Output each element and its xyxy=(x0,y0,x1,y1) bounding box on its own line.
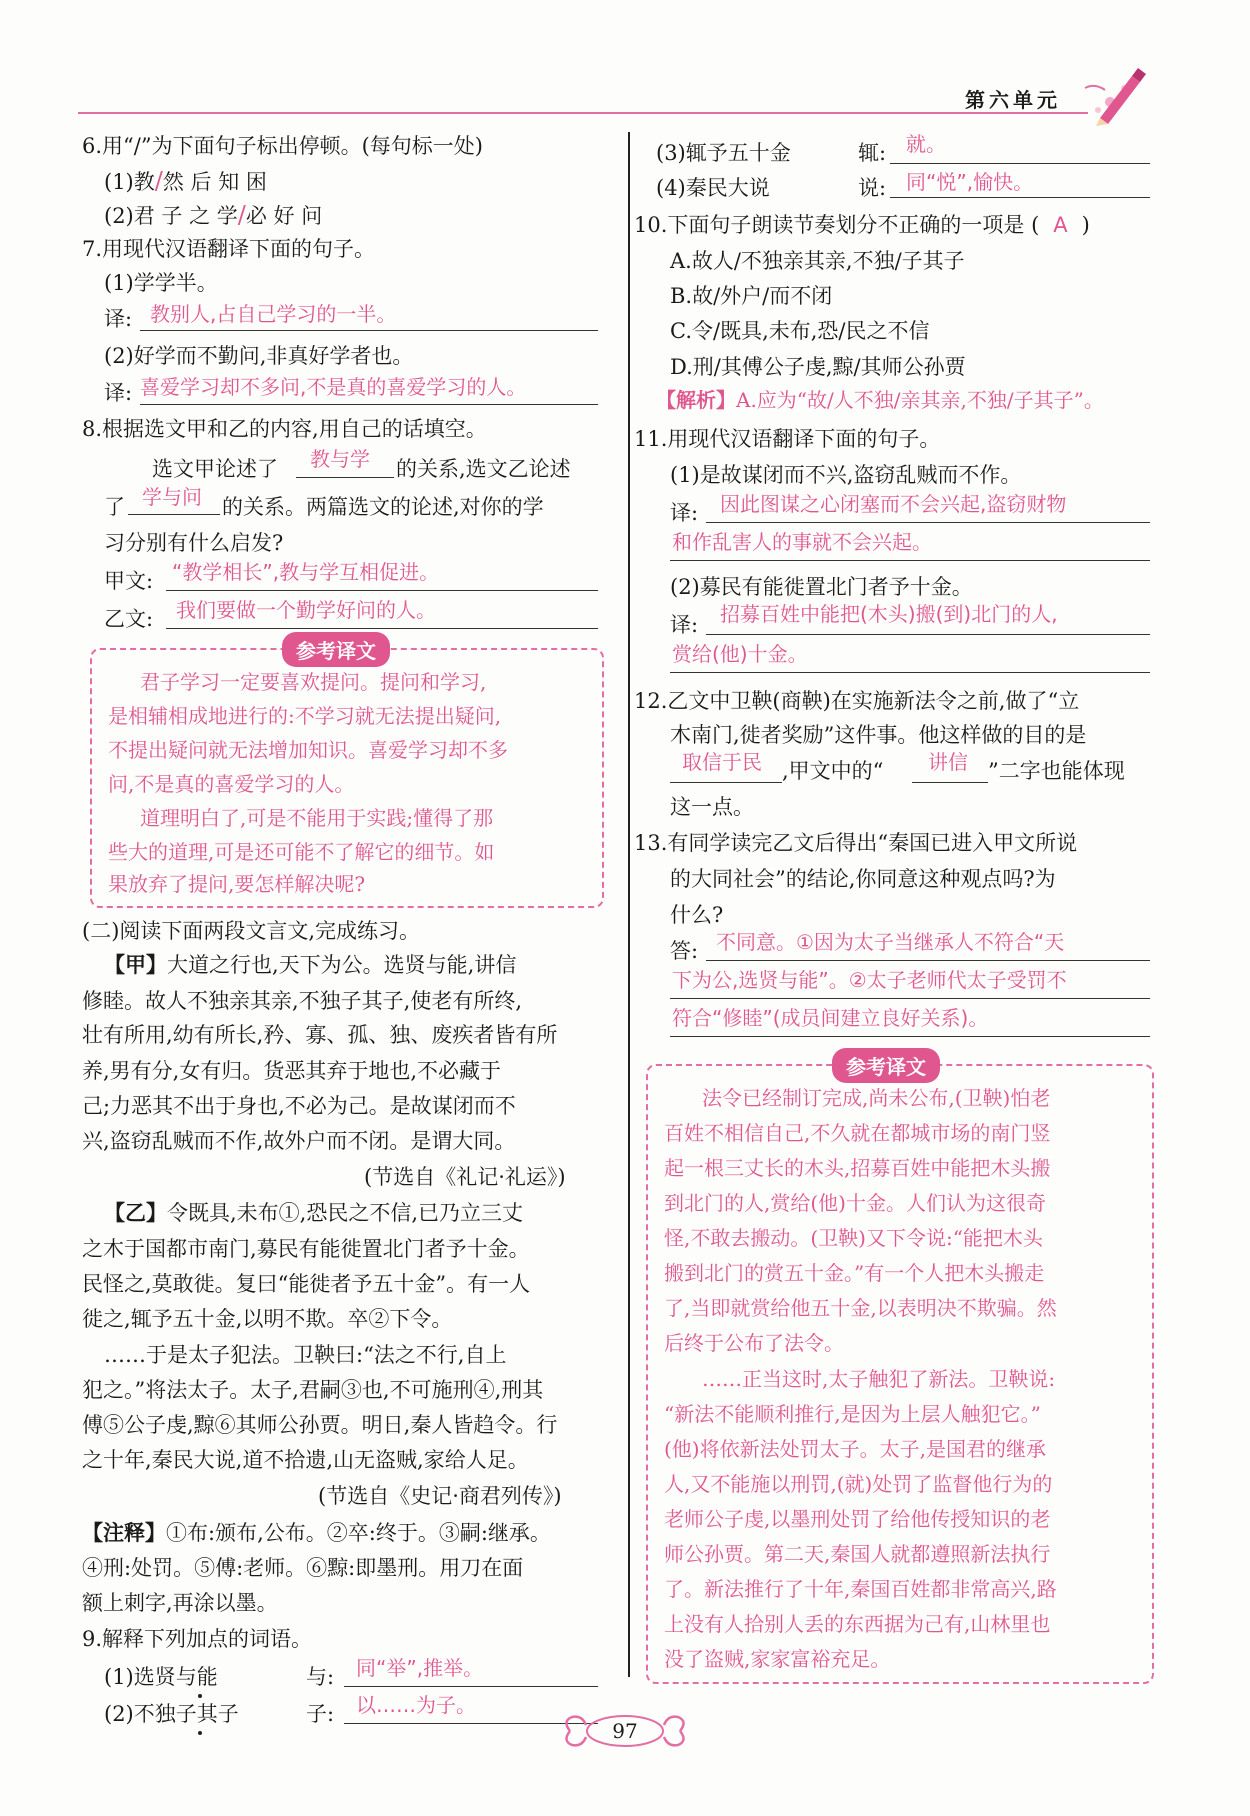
q12-answer-line-2 xyxy=(912,782,988,783)
q13-answer-3: 符合“修睦”(成员间建立良好关系)。 xyxy=(672,1006,989,1030)
yi-line: 徙之,辄予五十金,以明不欺。卒②下令。 xyxy=(82,1307,453,1331)
q10-title: 10.下面句子朗读节奏划分不正确的一项是 ( A ) xyxy=(634,213,1090,237)
ref1-line: 道理明白了,可是不能用于实践;懂得了那 xyxy=(140,806,494,830)
yi-line: 之十年,秦民大说,道不拾遗,山无盗贼,家给人足。 xyxy=(82,1448,529,1472)
q8-yi-answer: 我们要做一个勤学好问的人。 xyxy=(176,598,436,622)
q8-jia-answer: “教学相长”,教与学互相促进。 xyxy=(172,560,440,584)
q7-sentence-1: (1)学学半。 xyxy=(104,271,218,295)
q9-answer-4: 同“悦”,愉快。 xyxy=(906,170,1034,194)
ref2-line: 起一根三丈长的木头,招募百姓中能把木头搬 xyxy=(664,1156,1051,1180)
emphasis-dot xyxy=(198,1694,202,1698)
q8-blank-1: 教与学 xyxy=(310,447,370,471)
q7-answer-1: 教别人,占自己学习的一半。 xyxy=(150,302,397,326)
q10-answer: A xyxy=(1053,213,1068,237)
q9-answer-line-3 xyxy=(890,163,1150,164)
q9-word-1: 与: xyxy=(306,1665,335,1689)
reference-translation-title-1: 参考译文 xyxy=(282,632,390,667)
ref1-line: 问,不是真的喜爱学习的人。 xyxy=(108,772,355,796)
ref2-line: “新法不能顺利推行,是因为上层人触犯它。” xyxy=(664,1402,1041,1426)
q10-analysis: 【解析】A.应为“故/人不独/亲其亲,不独/子其子”。 xyxy=(656,388,1104,412)
ref2-line: 法令已经制订完成,尚未公布,(卫鞅)怕老 xyxy=(702,1086,1051,1110)
jia-line: 己;力恶其不出于身也,不必为己。是故谋闭而不 xyxy=(82,1094,516,1118)
q9-title: 9.解释下列加点的词语。 xyxy=(82,1627,313,1651)
q11-answer-line-1a xyxy=(706,522,1150,523)
yi-line: 犯之。”将法太子。太子,君嗣③也,不可施刑④,刑其 xyxy=(82,1378,544,1402)
q8-yi-line xyxy=(166,628,598,629)
q11-title: 11.用现代汉语翻译下面的句子。 xyxy=(634,427,941,451)
q13-answer-line-3 xyxy=(670,1036,1150,1037)
q12-answer-1: 取信于民 xyxy=(682,750,762,774)
q11-answer-line-1b xyxy=(670,560,1150,561)
q13-line-2: 的大同社会”的结论,你同意这种观点吗?为 xyxy=(670,867,1056,891)
q13-line-3: 什么? xyxy=(670,903,724,927)
q12-tail-text: ”二字也能体现 xyxy=(988,759,1125,783)
q11-answer-1a: 因此图谋之心闭塞而不会兴起,盗窃财物 xyxy=(720,492,1067,516)
q8-line-2a: 了 xyxy=(104,495,125,519)
q9-answer-1: 同“举”,推举。 xyxy=(356,1656,484,1680)
ref2-line: 师公孙贾。第二天,秦国人就都遵照新法执行 xyxy=(664,1542,1051,1566)
section-2-title: (二)阅读下面两段文言文,完成练习。 xyxy=(82,919,421,943)
q9-item-2: (2)不独子其子 xyxy=(104,1702,239,1726)
pencil-decoration-icon xyxy=(1080,58,1150,128)
q7-yi-label-1: 译: xyxy=(104,307,133,331)
q9-item-3: (3)辄予五十金 xyxy=(656,141,791,165)
q7-answer-line-2 xyxy=(140,404,598,405)
q9-answer-2: 以……为子。 xyxy=(356,1693,476,1717)
ref2-line: (他)将依新法处罚太子。太子,是国君的继承 xyxy=(664,1437,1046,1461)
q8-yi-label: 乙文: xyxy=(104,607,154,631)
ref2-line: 到北门的人,赏给(他)十金。人们认为这很奇 xyxy=(664,1191,1046,1215)
q9-word-2: 子: xyxy=(306,1702,335,1726)
jia-line: 壮有所用,幼有所长,矜、寡、孤、独、废疾者皆有所 xyxy=(82,1023,558,1047)
q8-jia-label: 甲文: xyxy=(104,569,154,593)
jia-source: (节选自《礼记·礼运》) xyxy=(364,1165,566,1189)
q8-line-2b: 的关系。两篇选文的论述,对你的学 xyxy=(222,495,544,519)
q13-line-1: 13.有同学读完乙文后得出“秦国已进入甲文所说 xyxy=(634,831,1078,855)
q13-answer-line-1 xyxy=(706,960,1150,961)
q12-answer-2: 讲信 xyxy=(928,750,968,774)
q12-line-3: 这一点。 xyxy=(670,795,754,819)
q6-title: 6.用“/”为下面句子标出停顿。(每句标一处) xyxy=(82,134,483,158)
q8-blank-line-1 xyxy=(296,477,394,478)
q10-option-c: C.令/既具,未布,恐/民之不信 xyxy=(670,319,930,343)
q10-option-d: D.刑/其傅公子虔,黥/其师公孙贾 xyxy=(670,355,966,379)
q9-word-3: 辄: xyxy=(858,141,887,165)
q7-answer-line-1 xyxy=(140,330,598,331)
ref1-line: 些大的道理,可是还可能不了解它的细节。如 xyxy=(108,840,495,864)
ref2-line: 了。新法推行了十年,秦国百姓都非常高兴,路 xyxy=(664,1577,1057,1601)
ref1-line: 君子学习一定要喜欢提问。提问和学习, xyxy=(140,670,487,694)
yi-line: 民怪之,莫敢徙。复曰“能徙者予五十金”。有一人 xyxy=(82,1272,531,1296)
q8-line-3: 习分别有什么启发? xyxy=(104,531,284,555)
q11-answer-line-2b xyxy=(670,672,1150,673)
yi-line: 之木于国都市南门,募民有能徙置北门者予十金。 xyxy=(82,1237,530,1261)
q8-line-1a: 选文甲论述了 xyxy=(152,457,278,481)
q9-item-4: (4)秦民大说 xyxy=(656,176,770,200)
yi-line: 傅⑤公子虔,黥⑥其师公孙贾。明日,秦人皆趋令。行 xyxy=(82,1413,558,1437)
q10-option-a: A.故人/不独亲其亲,不独/子其子 xyxy=(670,249,965,273)
ref2-line: 了,当即就赏给他五十金,以表明决不欺骗。然 xyxy=(664,1296,1057,1320)
q8-jia-line xyxy=(166,590,598,591)
q7-title: 7.用现代汉语翻译下面的句子。 xyxy=(82,237,376,261)
q13-answer-2: 下为公,选贤与能”。②太子老师代太子受罚不 xyxy=(672,968,1067,992)
q9-answer-3: 就。 xyxy=(906,132,946,156)
ref1-line: 是相辅相成地进行的:不学习就无法提出疑问, xyxy=(108,704,502,728)
q8-line-1b: 的关系,选文乙论述 xyxy=(396,457,571,481)
jia-line: 兴,盗窃乱贼而不作,故外户而不闭。是谓大同。 xyxy=(82,1129,516,1153)
q13-answer-1: 不同意。①因为太子当继承人不符合“天 xyxy=(716,930,1065,954)
yi-line: 【乙】令既具,未布①,恐民之不信,已乃立三丈 xyxy=(104,1200,524,1225)
page-number: 97 xyxy=(612,1719,638,1743)
q11-answer-2b: 赏给(他)十金。 xyxy=(672,642,808,666)
notes-line-1: 【注释】①布:颁布,公布。②卒:终于。③嗣:继承。 xyxy=(82,1520,551,1545)
ref2-line: 老师公子虔,以墨刑处罚了给他传授知识的老 xyxy=(664,1507,1051,1531)
reference-translation-title-2: 参考译文 xyxy=(832,1048,940,1083)
q11-sentence-1: (1)是故谋闭而不兴,盗窃乱贼而不作。 xyxy=(670,463,1022,487)
jia-line: 【甲】大道之行也,天下为公。选贤与能,讲信 xyxy=(104,952,517,977)
q13-da-label: 答: xyxy=(670,939,699,963)
q11-answer-1b: 和作乱害人的事就不会兴起。 xyxy=(672,530,932,554)
ref2-line: 怪,不敢去搬动。(卫鞅)又下令说:“能把木头 xyxy=(664,1226,1043,1250)
q12-line-1: 12.乙文中卫鞅(商鞅)在实施新法令之前,做了“立 xyxy=(634,689,1080,713)
q9-answer-line-1 xyxy=(344,1686,598,1687)
q7-yi-label-2: 译: xyxy=(104,381,133,405)
q11-sentence-2: (2)募民有能徙置北门者予十金。 xyxy=(670,575,973,599)
emphasis-dot xyxy=(198,1731,202,1735)
jia-line: 养,男有分,女有归。货恶其弃于地也,不必藏于 xyxy=(82,1059,502,1083)
q10-option-b: B.故/外户/而不闭 xyxy=(670,284,833,308)
q11-answer-line-2a xyxy=(706,634,1150,635)
q9-answer-line-4 xyxy=(890,197,1150,198)
q8-title: 8.根据选文甲和乙的内容,用自己的话填空。 xyxy=(82,417,487,441)
q12-answer-line-1 xyxy=(670,782,782,783)
q11-yi-label-1: 译: xyxy=(670,501,699,525)
column-divider xyxy=(628,132,630,1677)
q7-sentence-2: (2)好学而不勤问,非真好学者也。 xyxy=(104,344,414,368)
jia-line: 修睦。故人不独亲其亲,不独子其子,使老有所终, xyxy=(82,989,523,1013)
q8-blank-line-2 xyxy=(128,514,220,515)
q11-yi-label-2: 译: xyxy=(670,613,699,637)
header-rule xyxy=(78,112,1088,114)
q9-item-1: (1)选贤与能 xyxy=(104,1665,218,1689)
q12-mid-text: ,甲文中的“ xyxy=(782,759,884,783)
yi-source: (节选自《史记·商君列传》) xyxy=(318,1484,562,1508)
ref2-line: 上没有人拾别人丢的东西据为己有,山林里也 xyxy=(664,1612,1051,1636)
notes-line-2: ④刑:处罚。⑤傅:老师。⑥黥:即墨刑。用刀在面 xyxy=(82,1556,524,1580)
ref2-line: 后终于公布了法令。 xyxy=(664,1331,844,1355)
q11-answer-2a: 招募百姓中能把(木头)搬(到)北门的人, xyxy=(720,602,1058,626)
ref1-line: 果放弃了提问,要怎样解决呢? xyxy=(108,872,366,896)
q13-answer-line-2 xyxy=(670,998,1150,999)
q6-sentence-2: (2)君 子 之 学/必 好 问 xyxy=(104,201,323,229)
ref2-line: 搬到北门的赏五十金。”有一个人把木头搬走 xyxy=(664,1261,1045,1285)
ref2-line: ……正当这时,太子触犯了新法。卫鞅说: xyxy=(702,1367,1056,1391)
notes-line-3: 额上刺字,再涂以墨。 xyxy=(82,1591,278,1615)
q7-answer-2: 喜爱学习却不多问,不是真的喜爱学习的人。 xyxy=(140,375,527,399)
ref1-line: 不提出疑问就无法增加知识。喜爱学习却不多 xyxy=(108,738,508,762)
ref2-line: 没了盗贼,家家富裕充足。 xyxy=(664,1647,891,1671)
ref2-line: 百姓不相信自己,不久就在都城市场的南门竖 xyxy=(664,1121,1051,1145)
ref2-line: 人,又不能施以刑罚,(就)处罚了监督他行为的 xyxy=(664,1472,1053,1496)
q12-line-2: 木南门,徙者奖励”这件事。他这样做的目的是 xyxy=(670,723,1087,747)
yi-line: ……于是太子犯法。卫鞅曰:“法之不行,自上 xyxy=(104,1343,507,1367)
q9-word-4: 说: xyxy=(858,176,887,200)
q8-blank-2: 学与问 xyxy=(142,485,202,509)
q6-sentence-1: (1)教/然 后 知 困 xyxy=(104,167,267,195)
unit-title: 第六单元 xyxy=(965,88,1061,112)
